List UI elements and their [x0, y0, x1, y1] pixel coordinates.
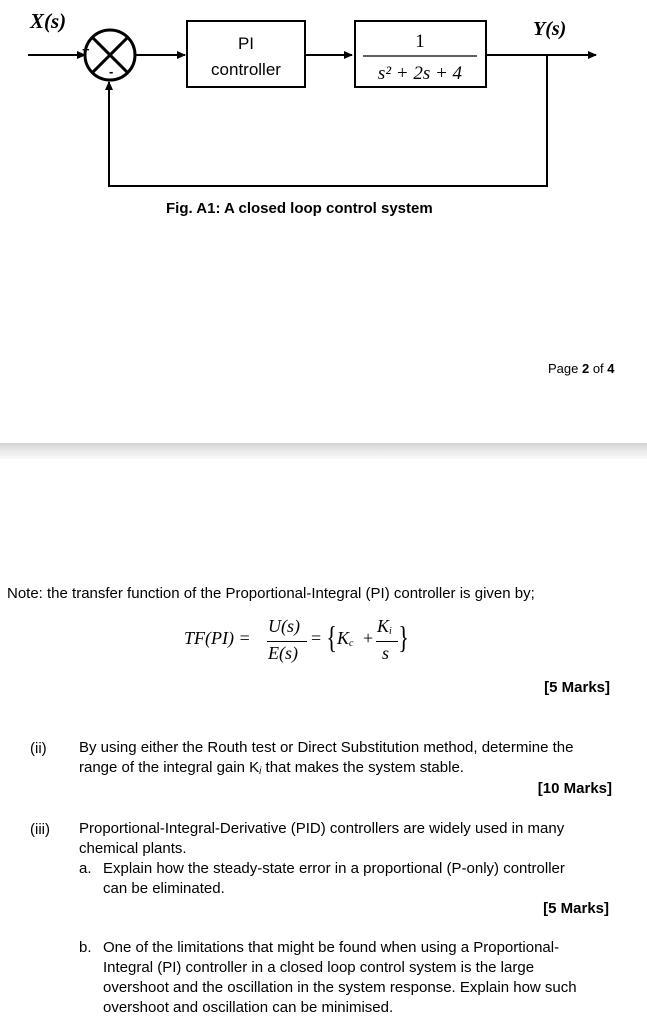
eq-kc-letter: K [337, 628, 350, 648]
page-number [548, 361, 615, 376]
q3a-line2: can be eliminated. [103, 880, 225, 897]
q3-text [79, 819, 624, 859]
eq-ki-sub: i [389, 626, 392, 637]
eq-equals: = [311, 628, 322, 648]
q2-number: (ii) [30, 740, 47, 757]
q2-line2-post: that makes the system stable. [261, 759, 464, 776]
plant-numerator: 1 [415, 31, 425, 52]
pi-transfer-function [180, 614, 440, 670]
eq-plus: + [363, 628, 374, 648]
output-label: Y(s) [533, 18, 567, 40]
q3b-text [103, 938, 633, 1018]
eq-ki-letter: K [377, 616, 390, 636]
page-current: 2 [581, 361, 590, 376]
page-prefix: Page [548, 361, 582, 376]
eq-s: s [382, 643, 390, 663]
q3b-label: b. [79, 939, 92, 956]
eq-fraction-bar [267, 641, 307, 642]
eq-ki [377, 616, 392, 637]
eq-lhs: TF(PI) = [184, 628, 251, 648]
eq-ki-fraction-bar [376, 641, 398, 642]
note-text: Note: the transfer function of the Proportional-Integral (PI) controller is given by; [7, 585, 535, 602]
sum-minus-sign: - [109, 64, 114, 79]
q3-number: (iii) [30, 821, 50, 838]
q3a-label: a. [79, 860, 92, 877]
q3-line2: chemical plants. [79, 840, 187, 857]
block-diagram [0, 0, 647, 200]
q3b-line4: overshoot and oscillation can be minimised. [103, 999, 394, 1016]
controller-label-line1: PI [237, 34, 255, 53]
eq-kc [337, 628, 353, 649]
input-label: X(s) [30, 9, 67, 33]
q3-line1: Proportional-Integral-Derivative (PID) controllers are widely used in many [79, 820, 565, 837]
page-total: 4 [607, 361, 615, 376]
q2-line2-pre: range of the integral gain K [79, 759, 260, 776]
page-separator [0, 443, 647, 459]
marks-q2: [10 Marks] [537, 780, 612, 797]
q3b-line2: Integral (PI) controller in a closed loop control system is the large [103, 959, 535, 976]
q3b-line3: overshoot and the oscillation in the system response. Explain how such [103, 979, 577, 996]
q2-text [79, 738, 624, 782]
q2-line2-sub: i [259, 766, 262, 777]
q3a-line1: Explain how the steady-state error in a proportional (P-only) controller [103, 860, 565, 877]
eq-kc-sub: c [349, 638, 354, 649]
eq-right-brace: } [398, 619, 410, 655]
eq-denominator: E(s) [268, 643, 298, 663]
figure-caption: Fig. A1: A closed loop control system [166, 200, 433, 217]
eq-numerator: U(s) [268, 616, 300, 636]
plant-denominator: s² + 2s + 4 [377, 63, 463, 84]
q2-line2 [79, 758, 624, 782]
q2-line1: By using either the Routh test or Direct Substitution method, determine the [79, 739, 574, 756]
controller-label-line2: controller [211, 60, 281, 79]
marks-pi: [5 Marks] [544, 679, 610, 696]
q3a-text [103, 859, 623, 899]
marks-q3a: [5 Marks] [543, 900, 609, 917]
sum-plus-sign: + [82, 42, 90, 57]
q3b-line1: One of the limitations that might be found when using a Proportional- [103, 939, 560, 956]
eq-left-brace: { [326, 619, 338, 655]
page-of: of [589, 361, 608, 376]
